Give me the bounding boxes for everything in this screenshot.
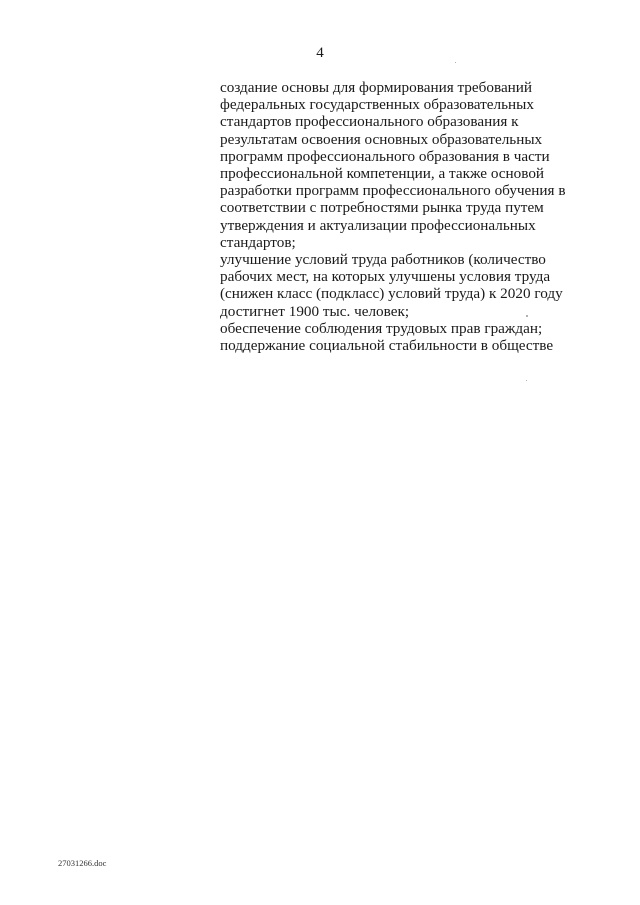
footer-filename: 27031266.doc (58, 858, 107, 868)
scan-speck (526, 315, 528, 317)
paragraph-standards-basis (220, 79, 580, 251)
text-line: создание основы для формирования требований (220, 79, 533, 96)
page-number: 4 (316, 45, 324, 61)
text-line: обеспечение соблюдения трудовых прав граждан; (220, 319, 543, 337)
text-line: федеральных государственных образовательных (220, 96, 534, 114)
text-line: утверждения и актуализации профессиональных (220, 216, 536, 234)
text-line: результатам освоения основных образовательных (220, 130, 543, 148)
text-line: достигнет 1900 тыс. человек; (220, 302, 410, 320)
text-line: профессиональной компетенции, а также основой (220, 165, 545, 183)
paragraph-working-conditions (220, 251, 580, 320)
scan-speck (455, 62, 456, 63)
text-line: программ профессионального образования в части (220, 147, 550, 165)
paragraph-social-stability (220, 337, 580, 354)
text-line: разработки программ профессионального обучения в (220, 182, 566, 200)
text-line: стандартов профессионального образования к (220, 113, 519, 131)
body-text (220, 79, 580, 354)
text-line: улучшение условий труда работников (количество (220, 251, 546, 269)
text-line: стандартов; (220, 233, 296, 251)
text-line: (снижен класс (подкласс) условий труда) к 2020 году (220, 285, 563, 303)
text-line: рабочих мест, на которых улучшены условия труда (220, 268, 551, 286)
text-line: поддержание социальной стабильности в обществе (220, 337, 554, 355)
paragraph-labor-rights (220, 320, 580, 337)
text-line: соответствии с потребностями рынка труда путем (220, 199, 544, 217)
scan-speck (526, 380, 527, 381)
